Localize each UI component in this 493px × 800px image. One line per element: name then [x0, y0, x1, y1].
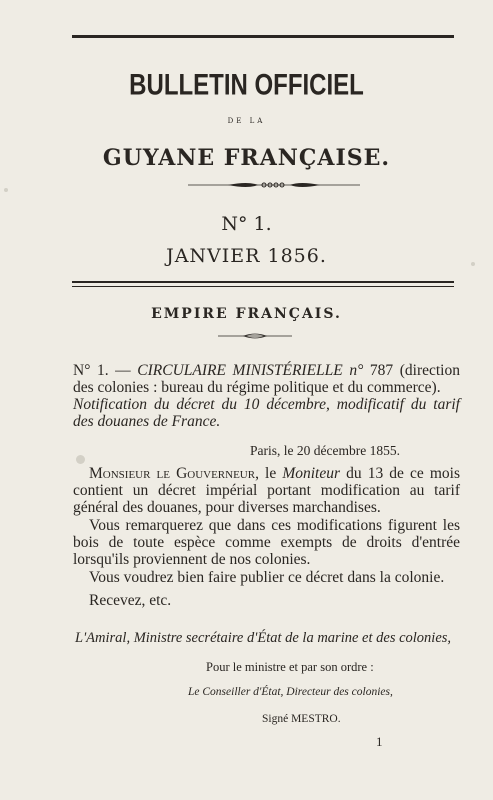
paper-stain: [4, 188, 8, 192]
minister-signature: L'Amiral, Ministre secrétaire d'État de la marine et des colonies,: [75, 630, 452, 646]
bulletin-title: BULLETIN OFFICIEL: [129, 68, 364, 102]
circular-header: [73, 362, 460, 430]
section-heading: EMPIRE FRANÇAIS.: [151, 306, 342, 322]
moniteur-name: Moniteur: [282, 465, 341, 482]
paper-stain: [76, 455, 85, 464]
circular-direction: 787 (direction des colonies : bureau du régime politique et du commerce).: [73, 362, 460, 396]
paper-stain: [471, 262, 475, 266]
notification-text: Notification du décret du 10 décembre, modificatif du tarif des douanes de France.: [73, 396, 460, 430]
counselor-title: Le Conseiller d'État, Directeur des colonies,: [188, 686, 393, 698]
section-ornament: [218, 332, 292, 340]
salutation: Monsieur le Gouverneur: [89, 465, 256, 482]
paragraph-1: [73, 465, 460, 516]
title-connector: DE LA: [227, 117, 266, 125]
for-minister: Pour le ministre et par son ordre :: [206, 660, 374, 674]
guyane-title: GUYANE FRANÇAISE.: [102, 145, 391, 171]
p1-body: du 13 de ce mois contient un décret impérial portant modification au tarif général des douanes, pour diverses marchandises.: [73, 465, 460, 516]
ornament-divider: [188, 180, 360, 190]
circular-number: N° 1. —: [73, 362, 138, 379]
section-rule-bottom: [72, 286, 454, 287]
top-rule: [72, 35, 454, 38]
section-rule-top: [72, 281, 454, 283]
place-date: Paris, le 20 décembre 1855.: [250, 443, 400, 458]
page-number: 1: [376, 734, 383, 749]
paragraph-3: Vous voudrez bien faire publier ce décret dans la colonie.: [89, 569, 445, 586]
circular-title: CIRCULAIRE MINISTÉRIELLE n°: [137, 362, 364, 379]
paragraph-2: Vous remarquerez que dans ces modifications figurent les bois de toute espèce comme exempts de droits d'entrée lorsqu'ils proviennent de nos colonies.: [73, 517, 460, 568]
issue-number: N° 1.: [221, 213, 272, 235]
p1-connector: , le: [255, 465, 283, 482]
issue-date: JANVIER 1856.: [166, 245, 327, 267]
signed-name: Signé MESTRO.: [262, 713, 341, 725]
paragraph-4: Recevez, etc.: [89, 592, 172, 609]
